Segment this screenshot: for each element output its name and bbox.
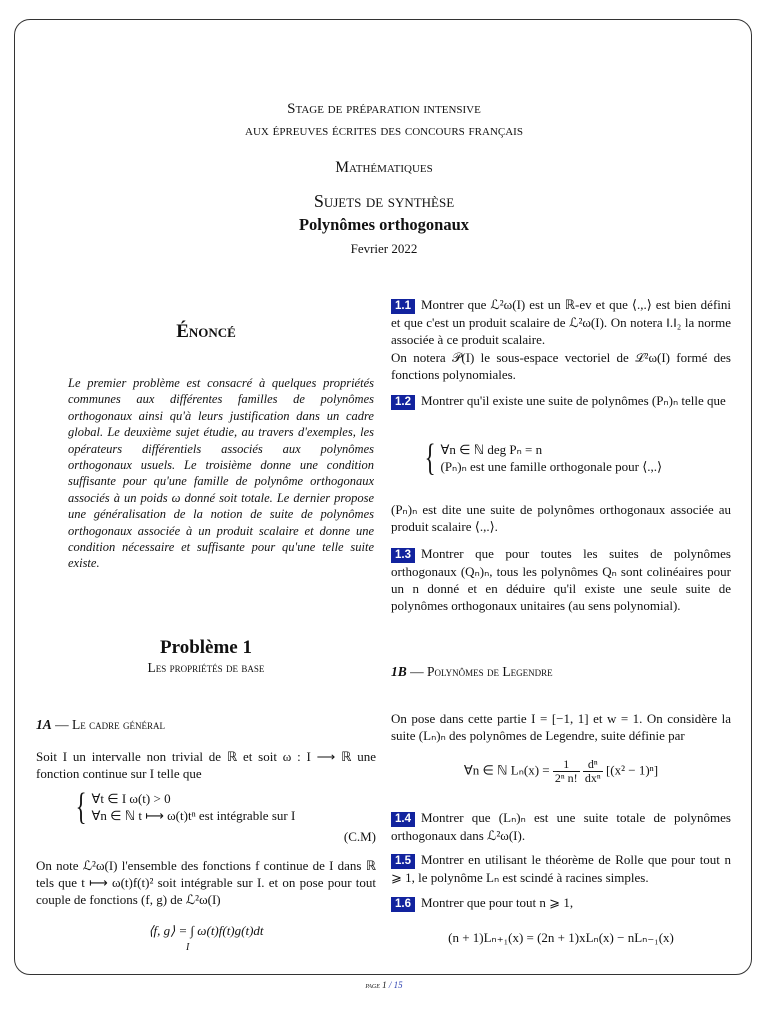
section-a-heading: 1A — Le cadre général	[36, 717, 166, 732]
section-a-para1: Soit I un intervalle non trivial de ℝ et soit ω : I ⟶ ℝ une fonction continue sur I telle que	[36, 749, 376, 781]
legendre-frac1-top: 1	[553, 758, 580, 772]
legendre-rhs: [(x² − 1)ⁿ]	[605, 762, 659, 778]
section-b-heading: 1B — Polynômes de Legendre	[391, 664, 553, 679]
q11-text: Montrer que ℒ²ω(I) est un ℝ-ev et que ⟨.,.⟩ est bien défini et que c'est un produit scalaire de ℒ²ω(I). On notera ‖.‖₂ la norme associée à ce produit scalaire.	[391, 297, 731, 347]
q12-number: 1.2	[391, 395, 415, 410]
intro-abstract: Le premier problème est consacré à quelques propriétés communes aux différentes familles de polynômes orthogonaux ainsi qu'à leurs justification dans un cadre global. Le deuxième sujet étudie, au travers d'exemples, les opérateurs différentiels associés aux polynômes orthogonaux usuels. Le troisième donne une condition suffisante pour qu'une famille de polynôme orthogonaux associés à un poids ω donné soit totale. Le dernier propose une généralisation de la notion de suite de polynômes orthogonaux associée à un produit scalaire et donne une condition nécessaire et suffisante pour qu'une telle suite existe.	[68, 376, 374, 571]
q16-number: 1.6	[391, 897, 415, 912]
question-1-3	[391, 545, 731, 614]
q11-note: On notera 𝒫(I) le sous-espace vectoriel de ℒ²ω(I) formé des fonctions polynomiales.	[391, 350, 731, 382]
question-1-4	[391, 809, 731, 844]
header-line1: Stage de préparation intensive	[287, 101, 481, 117]
page-current: 1	[382, 980, 387, 990]
section-a-num: 1A	[36, 717, 52, 732]
q12-note: (Pₙ)ₙ est dite une suite de polynômes orthogonaux associée au produit scalaire ⟨.,.⟩.	[391, 502, 731, 534]
problem-title: Problème 1	[160, 637, 252, 658]
section-b-title: Polynômes de Legendre	[427, 664, 553, 679]
inner-product: ⟨f, g⟩ = ∫ ω(t)f(t)g(t)dt	[148, 923, 264, 938]
header-line2: aux épreuves écrites des concours français	[245, 123, 523, 139]
problem-subtitle: Les propriétés de base	[147, 660, 265, 675]
legendre-frac2-top: dⁿ	[583, 758, 603, 772]
q12-sys-line2: (Pₙ)ₙ est une famille orthogonale pour ⟨.,.⟩	[440, 459, 663, 474]
question-1-6	[391, 894, 731, 912]
question-1-5	[391, 851, 731, 886]
q15-text: Montrer en utilisant le théorème de Rolle que pour tout n ⩾ 1, le polynôme Lₙ est scindé à racines simples.	[391, 852, 731, 885]
q14-text: Montrer que (Lₙ)ₙ est une suite totale de polynômes orthogonaux dans ℒ²ω(I).	[391, 810, 731, 843]
section-b-num: 1B	[391, 664, 407, 679]
page-footer	[0, 980, 768, 990]
q12-sys-line1: ∀n ∈ ℕ deg Pₙ = n	[440, 442, 543, 457]
q13-text: Montrer que pour toutes les suites de polynômes orthogonaux (Qₙ)ₙ, tous les polynômes Qₙ sont colinéaires pour un n donné et en déduire qu'il existe une seule suite de polynômes orthogonaux unitaires (au sens polynomial).	[391, 546, 731, 613]
q12-text: Montrer qu'il existe une suite de polynômes (Pₙ)ₙ telle que	[421, 393, 726, 408]
q16-text: Montrer que pour tout n ⩾ 1,	[421, 895, 574, 910]
inner-product-formula	[36, 922, 376, 953]
section-a-title: Le cadre général	[72, 717, 166, 732]
cm-system: { ∀t ∈ I ω(t) > 0 ∀n ∈ ℕ t ⟼ ω(t)tⁿ est intégrable sur I	[75, 786, 296, 828]
q13-number: 1.3	[391, 548, 415, 563]
section-b-para: On pose dans cette partie I = [−1, 1] et w = 1. On considère la suite (Lₙ)ₙ des polynômes de Legendre, suite définie par	[391, 711, 731, 743]
q14-number: 1.4	[391, 812, 415, 827]
legendre-frac2	[583, 758, 603, 785]
header-date: Fevrier 2022	[350, 241, 418, 256]
q12-system: { ∀n ∈ ℕ deg Pₙ = n (Pₙ)ₙ est une famille orthogonale pour ⟨.,.⟩	[424, 437, 663, 479]
cm-label: (C.M)	[343, 829, 376, 844]
legendre-frac1-bot: 2ⁿ n!	[554, 771, 578, 785]
section-a-para2: On note ℒ²ω(I) l'ensemble des fonctions f continue de I dans ℝ tels que t ⟼ ω(t)f(t)² soit intégrable sur I. et on pose pour tout couple de fonctions (f, g) de ℒ²ω(I)	[36, 858, 376, 907]
enonce-title: Énoncé	[176, 321, 236, 342]
header-kind: Sujets de synthèse	[313, 191, 455, 211]
page-label: page	[365, 980, 380, 990]
legendre-frac2-bot: dxⁿ	[584, 771, 601, 785]
legendre-lhs: ∀n ∈ ℕ Lₙ(x) =	[463, 762, 550, 778]
cm-line1: ∀t ∈ I ω(t) > 0	[91, 791, 171, 806]
q15-number: 1.5	[391, 854, 415, 869]
recurrence-formula: (n + 1)Lₙ₊₁(x) = (2n + 1)xLₙ(x) − nLₙ₋₁(x)	[448, 930, 674, 945]
q11-number: 1.1	[391, 299, 415, 314]
integral-sub: I	[186, 942, 190, 953]
question-1-1	[391, 296, 731, 348]
header-subject: Mathématiques	[335, 159, 433, 176]
legendre-frac1	[553, 758, 580, 785]
legendre-formula	[391, 758, 731, 785]
question-1-2	[391, 392, 731, 410]
page-total: / 15	[388, 980, 403, 990]
left-column	[36, 320, 376, 344]
cm-line2: ∀n ∈ ℕ t ⟼ ω(t)tⁿ est intégrable sur I	[91, 808, 296, 823]
header-topic: Polynômes orthogonaux	[298, 215, 470, 234]
